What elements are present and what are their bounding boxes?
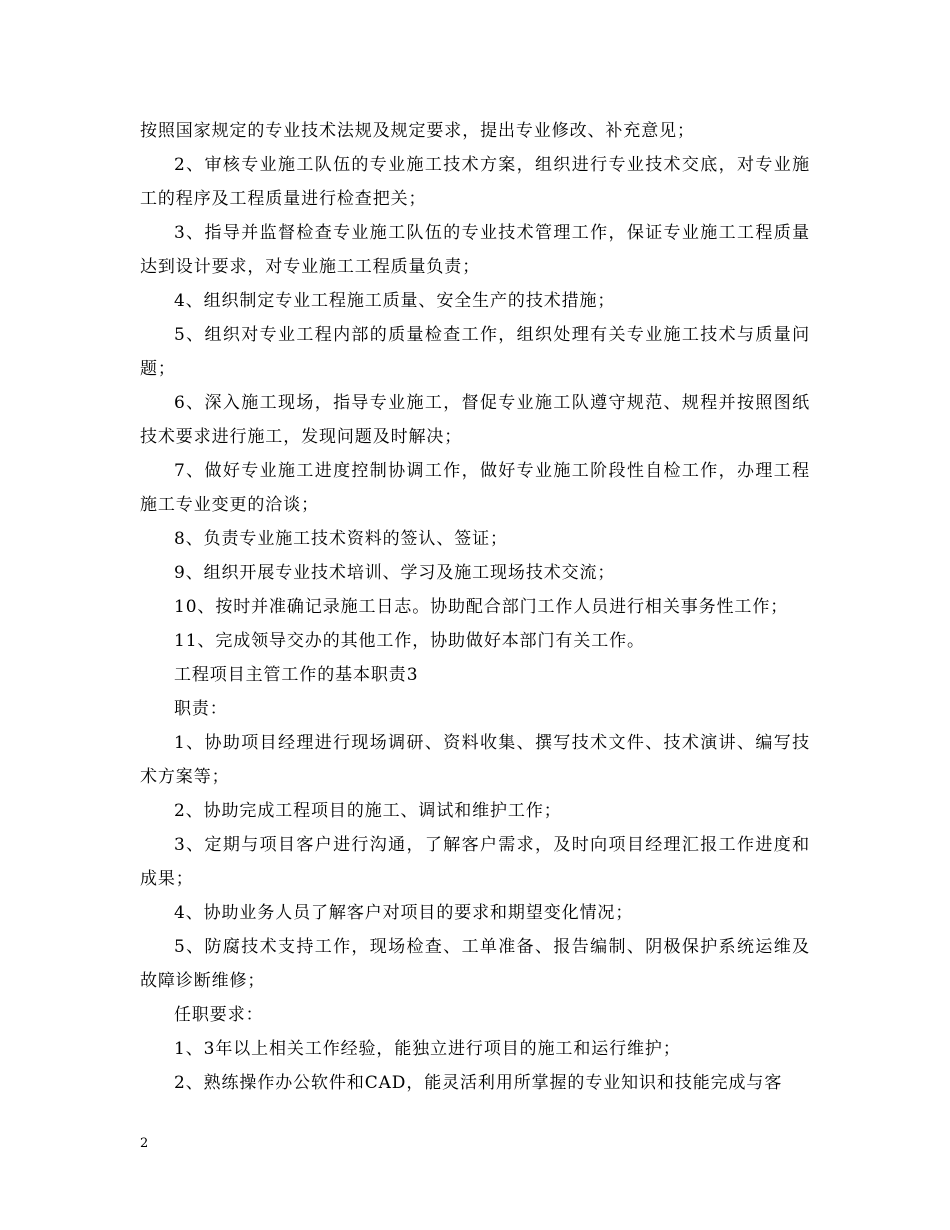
paragraph: 9、组织开展专业技术培训、学习及施工现场技术交流； <box>174 563 616 583</box>
document-body <box>140 114 810 1100</box>
page-number: 2 <box>140 1136 149 1151</box>
subheading-duties: 职责： <box>174 699 228 719</box>
paragraph: 10、按时并准确记录施工日志。协助配合部门工作人员进行相关事务性工作； <box>174 597 789 617</box>
paragraph: 3、定期与项目客户进行沟通，了解客户需求，及时向项目经理汇报工作进度和成果； <box>140 835 810 889</box>
paragraph: 2、审核专业施工队伍的专业施工技术方案，组织进行专业技术交底，对专业施工的程序及工程质量进行检查把关； <box>140 155 810 209</box>
paragraph: 3、指导并监督检查专业施工队伍的专业技术管理工作，保证专业施工工程质量达到设计要求，对专业施工工程质量负责； <box>140 223 810 277</box>
paragraph: 5、防腐技术支持工作，现场检查、工单准备、报告编制、阴极保护系统运维及故障诊断维修； <box>140 937 810 991</box>
paragraph: 11、完成领导交办的其他工作，协助做好本部门有关工作。 <box>174 631 645 651</box>
paragraph: 1、协助项目经理进行现场调研、资料收集、撰写技术文件、技术演讲、编写技术方案等； <box>140 733 810 787</box>
paragraph: 6、深入施工现场，指导专业施工，督促专业施工队遵守规范、规程并按照图纸技术要求进行施工，发现问题及时解决； <box>140 393 810 447</box>
paragraph: 4、组织制定专业工程施工质量、安全生产的技术措施； <box>174 291 616 311</box>
section-heading: 工程项目主管工作的基本职责3 <box>174 665 419 685</box>
paragraph: 2、熟练操作办公软件和CAD，能灵活利用所掌握的专业知识和技能完成与客 <box>174 1073 783 1093</box>
paragraph: 5、组织对专业工程内部的质量检查工作，组织处理有关专业施工技术与质量问题； <box>140 325 810 379</box>
paragraph: 8、负责专业施工技术资料的签认、签证； <box>174 529 508 549</box>
paragraph: 7、做好专业施工进度控制协调工作，做好专业施工阶段性自检工作，办理工程施工专业变更的洽谈； <box>140 461 810 515</box>
paragraph: 1、3年以上相关工作经验，能独立进行项目的施工和运行维护； <box>174 1039 681 1059</box>
paragraph: 按照国家规定的专业技术法规及规定要求，提出专业修改、补充意见； <box>140 121 695 141</box>
subheading-requirements: 任职要求： <box>174 1005 264 1025</box>
paragraph: 4、协助业务人员了解客户对项目的要求和期望变化情况； <box>174 903 634 923</box>
paragraph: 2、协助完成工程项目的施工、调试和维护工作； <box>174 801 562 821</box>
